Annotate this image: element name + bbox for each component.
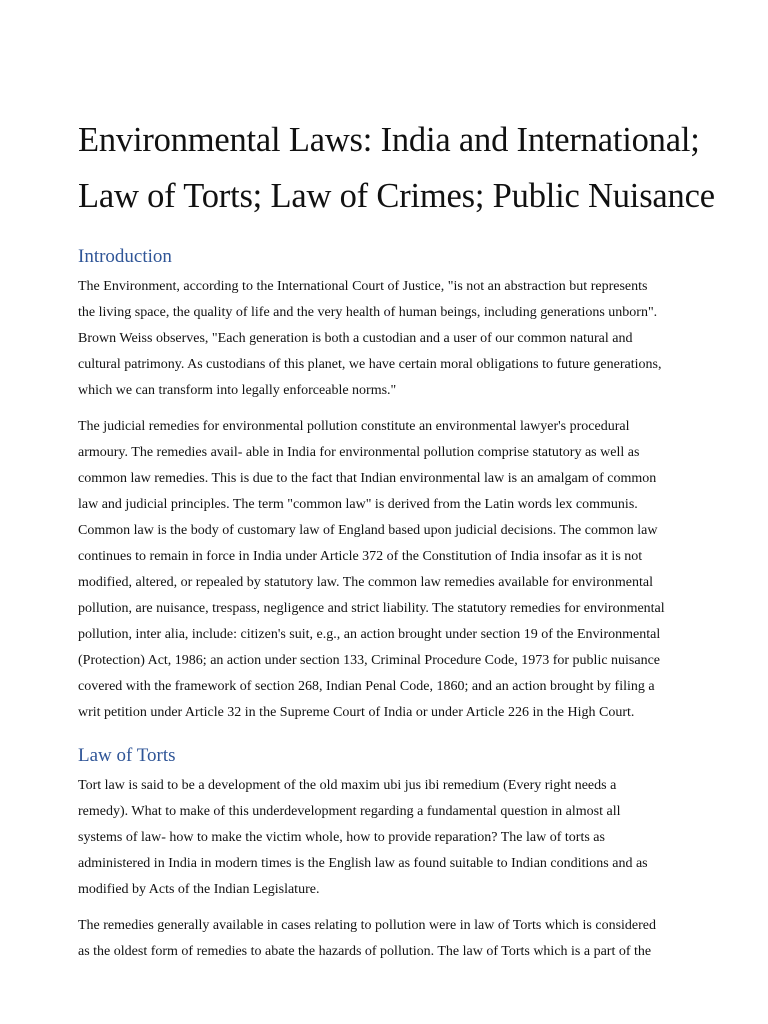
text-line: The remedies generally available in cases relating to pollution were in law of Torts which is considered <box>78 918 657 933</box>
text-line: law and judicial principles. The term "common law" is derived from the Latin words lex communis. <box>78 497 638 512</box>
text-line: writ petition under Article 32 in the Supreme Court of India or under Article 226 in the High Court. <box>78 705 635 720</box>
text-line: Tort law is said to be a development of the old maxim ubi jus ibi remedium (Every right needs a <box>78 778 617 793</box>
title-line: Law of Torts; Law of Crimes; Public Nuisance <box>78 177 715 215</box>
paragraph <box>78 414 718 726</box>
document-title <box>78 112 718 224</box>
text-line: modified by Acts of the Indian Legislature. <box>78 882 320 897</box>
text-line: covered with the framework of section 268, Indian Penal Code, 1860; and an action brought by filing a <box>78 679 655 694</box>
paragraph <box>78 773 718 903</box>
text-line: continues to remain in force in India under Article 372 of the Constitution of India insofar as it is not <box>78 549 643 564</box>
section-heading-introduction: Introduction <box>78 246 172 267</box>
paragraph <box>78 913 718 965</box>
text-line: remedy). What to make of this underdevelopment regarding a fundamental question in almost all <box>78 804 621 819</box>
text-line: the living space, the quality of life and the very health of human beings, including generations unborn". <box>78 305 658 320</box>
text-line: systems of law- how to make the victim whole, how to provide reparation? The law of torts as <box>78 830 605 845</box>
text-line: pollution, inter alia, include: citizen's suit, e.g., an action brought under section 19 of the Environmental <box>78 627 661 642</box>
text-line: modified, altered, or repealed by statutory law. The common law remedies available for environmental <box>78 575 653 590</box>
section-heading-law-of-torts: Law of Torts <box>78 745 176 766</box>
text-line: (Protection) Act, 1986; an action under section 133, Criminal Procedure Code, 1973 for public nuisance <box>78 653 661 668</box>
text-line: Common law is the body of customary law of England based upon judicial decisions. The common law <box>78 523 658 538</box>
text-line: armoury. The remedies avail- able in India for environmental pollution comprise statutory as well as <box>78 445 640 460</box>
text-line: The judicial remedies for environmental pollution constitute an environmental lawyer's procedural <box>78 419 630 434</box>
text-line: cultural patrimony. As custodians of this planet, we have certain moral obligations to future generations, <box>78 357 662 372</box>
text-line: administered in India in modern times is the English law as found suitable to Indian conditions and as <box>78 856 648 871</box>
text-line: Brown Weiss observes, "Each generation is both a custodian and a user of our common natural and <box>78 331 633 346</box>
text-line: pollution, are nuisance, trespass, negligence and strict liability. The statutory remedies for environmental <box>78 601 665 616</box>
text-line: common law remedies. This is due to the fact that Indian environmental law is an amalgam of common <box>78 471 657 486</box>
document-page <box>78 112 718 965</box>
text-line: which we can transform into legally enforceable norms." <box>78 383 397 398</box>
paragraph <box>78 274 718 404</box>
title-line: Environmental Laws: India and International; <box>78 121 700 159</box>
text-line: The Environment, according to the International Court of Justice, "is not an abstraction but represents <box>78 279 648 294</box>
text-line: as the oldest form of remedies to abate the hazards of pollution. The law of Torts which is a part of the <box>78 944 652 959</box>
